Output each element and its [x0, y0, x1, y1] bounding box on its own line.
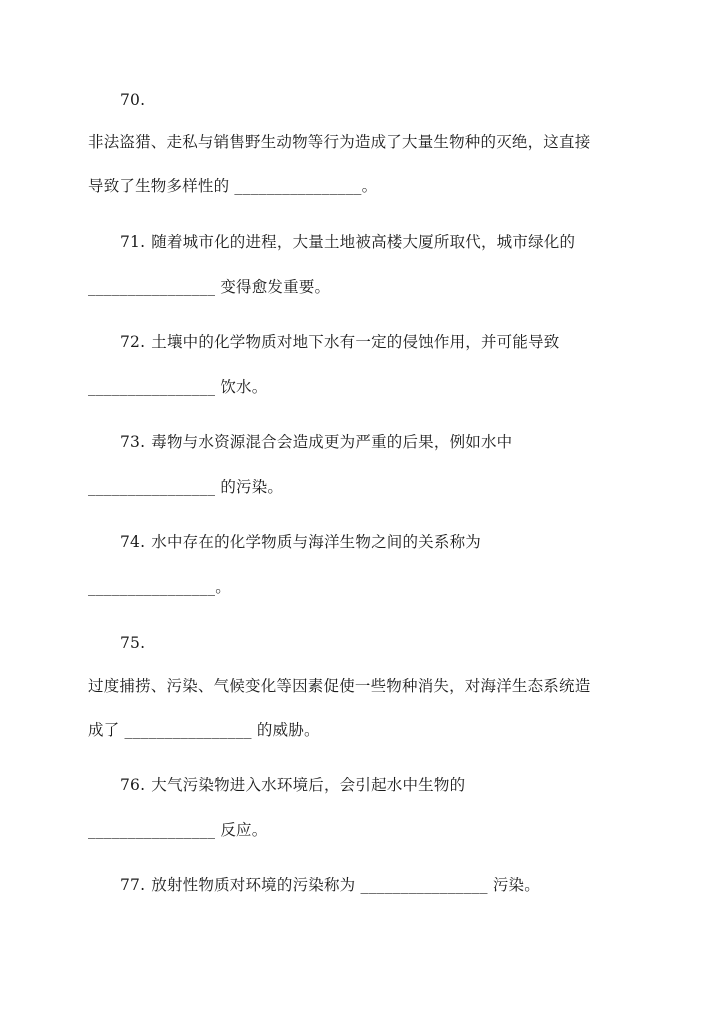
question-77-number: 77. [120, 876, 146, 894]
question-73 [120, 431, 660, 453]
question-73-line-2: ________________ 的污染。 [88, 478, 284, 496]
question-75-line-1: 过度捕捞、污染、气候变化等因素促使一些物种消失，对海洋生态系统造 [88, 677, 591, 695]
question-74-line-1: 水中存在的化学物质与海洋生物之间的关系称为 [151, 533, 481, 551]
question-77-line-1: 放射性物质对环境的污染称为 ________________ 污染。 [151, 876, 540, 894]
question-77 [120, 874, 660, 896]
question-75-line-2: 成了 ________________ 的威胁。 [88, 721, 320, 739]
question-73-number: 73. [120, 433, 146, 451]
question-73-line-1: 毒物与水资源混合会造成更为严重的后果，例如水中 [151, 433, 513, 451]
question-76-line-2: ________________ 反应。 [88, 821, 268, 839]
question-72-number: 72. [120, 333, 146, 351]
question-71-line-1: 随着城市化的进程，大量土地被高楼大厦所取代，城市绿化的 [151, 233, 576, 251]
question-72-line-2: ________________ 饮水。 [88, 378, 268, 396]
question-71-number: 71. [120, 233, 146, 251]
question-76-number: 76. [120, 776, 146, 794]
question-71 [120, 231, 660, 253]
question-76-line-1: 大气污染物进入水环境后，会引起水中生物的 [151, 776, 466, 794]
question-70-line-2: 导致了生物多样性的 ________________。 [88, 177, 378, 195]
question-74-number: 74. [120, 533, 146, 551]
question-72-line-1: 土壤中的化学物质对地下水有一定的侵蚀作用，并可能导致 [151, 333, 560, 351]
question-70-line-1: 非法盗猎、走私与销售野生动物等行为造成了大量生物种的灭绝，这直接 [88, 133, 591, 151]
question-71-line-2: ________________ 变得愈发重要。 [88, 278, 331, 296]
question-75-number: 75. [120, 634, 146, 652]
question-76 [120, 774, 660, 796]
question-74-line-2: ________________。 [88, 578, 231, 596]
question-70-number: 70. [120, 91, 146, 109]
question-74 [120, 531, 660, 553]
question-72 [120, 331, 660, 353]
